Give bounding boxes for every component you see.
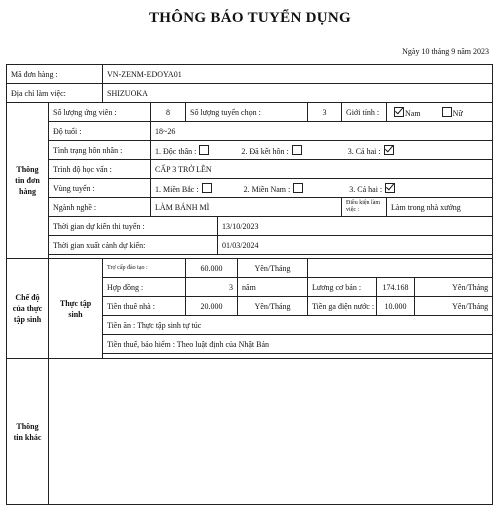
- rent-value: 20.000: [186, 297, 238, 316]
- training-allowance-unit: Yên/Tháng: [238, 259, 308, 278]
- region-options: [151, 179, 493, 198]
- location-label: Địa chỉ làm việc:: [7, 84, 103, 103]
- marital-single-checkbox[interactable]: [199, 145, 209, 155]
- contract-unit: năm: [238, 278, 308, 297]
- exam-date-label: Thời gian dự kiến thi tuyển :: [49, 217, 218, 236]
- gender-options: [387, 103, 493, 122]
- marital-options: [151, 141, 493, 160]
- region-south-checkbox[interactable]: [293, 183, 303, 193]
- job-value: LÀM BÁNH MÌ: [151, 198, 342, 217]
- utility-unit: Yên/Tháng: [415, 297, 493, 316]
- order-info-section-label: Thông tin đơn hàng: [7, 103, 49, 259]
- utility-label: Tiền ga điện nước :: [308, 297, 377, 316]
- selected-value: 3: [308, 103, 342, 122]
- candidates-label: Số lượng ứng viên :: [49, 103, 151, 122]
- region-both-label: 3. Cả hai :: [349, 184, 383, 194]
- contract-label: Hợp đồng :: [103, 278, 186, 297]
- marital-single-label: 1. Độc thân :: [155, 146, 197, 156]
- tax-text: Tiền thuế, bảo hiểm : Theo luật định của Nhật Bản: [103, 335, 493, 354]
- training-allowance-row: [7, 259, 493, 278]
- exam-date-value: 13/10/2023: [218, 217, 493, 236]
- age-row: [7, 122, 493, 141]
- region-north-label: 1. Miền Bắc :: [155, 184, 199, 194]
- recruitment-form: [6, 64, 493, 505]
- training-allowance-value: 60.000: [186, 259, 238, 278]
- marital-married-label: 2. Đã kết hôn :: [241, 146, 289, 156]
- marital-married-checkbox[interactable]: [292, 145, 302, 155]
- age-value: 18~26: [151, 122, 493, 141]
- candidates-row: [7, 103, 493, 122]
- depart-date-row: [7, 236, 493, 255]
- rent-unit: Yên/Tháng: [238, 297, 308, 316]
- job-label: Ngành nghề :: [49, 198, 151, 217]
- marital-both-label: 3. Cả hai :: [347, 146, 381, 156]
- benefits-section-label: Chế độ của thực tập sinh: [7, 259, 49, 359]
- order-code-label: Mã đơn hàng :: [7, 65, 103, 84]
- page-title: THÔNG BÁO TUYỂN DỤNG: [149, 10, 351, 26]
- trainee-label: Thực tập sinh: [49, 259, 103, 359]
- education-value: CẤP 3 TRỞ LÊN: [151, 160, 493, 179]
- rent-label: Tiền thuê nhà :: [103, 297, 186, 316]
- gender-male-checkbox[interactable]: [394, 107, 404, 117]
- marital-label: Tình trạng hôn nhân :: [49, 141, 151, 160]
- other-info-content: [49, 359, 493, 505]
- region-south-label: 2. Miền Nam :: [243, 184, 291, 194]
- region-label: Vùng tuyển :: [49, 179, 151, 198]
- depart-date-value: 01/03/2024: [218, 236, 493, 255]
- contract-value: 3: [186, 278, 238, 297]
- utility-value: 10.000: [377, 297, 415, 316]
- gender-female-checkbox[interactable]: [442, 107, 452, 117]
- candidates-value: 8: [151, 103, 186, 122]
- marital-row: [7, 141, 493, 160]
- gender-label: Giới tính :: [342, 103, 387, 122]
- education-row: [7, 160, 493, 179]
- age-label: Độ tuổi :: [49, 122, 151, 141]
- gender-male-label: Nam: [405, 108, 421, 118]
- work-condition-label: Điều kiện làm việc :: [342, 198, 387, 217]
- location-row: [7, 84, 493, 103]
- other-info-section-label: Thông tin khác: [7, 359, 49, 505]
- gender-female-label: Nữ: [452, 108, 463, 118]
- region-both-checkbox[interactable]: [385, 183, 395, 193]
- other-info-row: [7, 359, 493, 505]
- region-north-checkbox[interactable]: [202, 183, 212, 193]
- training-allowance-label: Trợ cấp đào tạo :: [103, 259, 186, 278]
- education-label: Trình độ học vấn :: [49, 160, 151, 179]
- work-condition-value: Làm trong nhà xưởng: [387, 198, 493, 217]
- meals-text: Tiền ăn : Thực tập sinh tự túc: [103, 316, 493, 335]
- region-row: [7, 179, 493, 198]
- depart-date-label: Thời gian xuất cảnh dự kiến:: [49, 236, 218, 255]
- issue-date: Ngày 10 tháng 9 năm 2023: [402, 47, 489, 56]
- salary-unit: Yên/Tháng: [415, 278, 493, 297]
- salary-value: 174.168: [377, 278, 415, 297]
- selected-label: Số lượng tuyển chọn :: [186, 103, 308, 122]
- exam-date-row: [7, 217, 493, 236]
- salary-label: Lương cơ bản :: [308, 278, 377, 297]
- location-value: SHIZUOKA: [103, 84, 493, 103]
- order-code-row: [7, 65, 493, 84]
- job-row: [7, 198, 493, 217]
- marital-both-checkbox[interactable]: [384, 145, 394, 155]
- order-code-value: VN-ZENM-EDOYA01: [103, 65, 493, 84]
